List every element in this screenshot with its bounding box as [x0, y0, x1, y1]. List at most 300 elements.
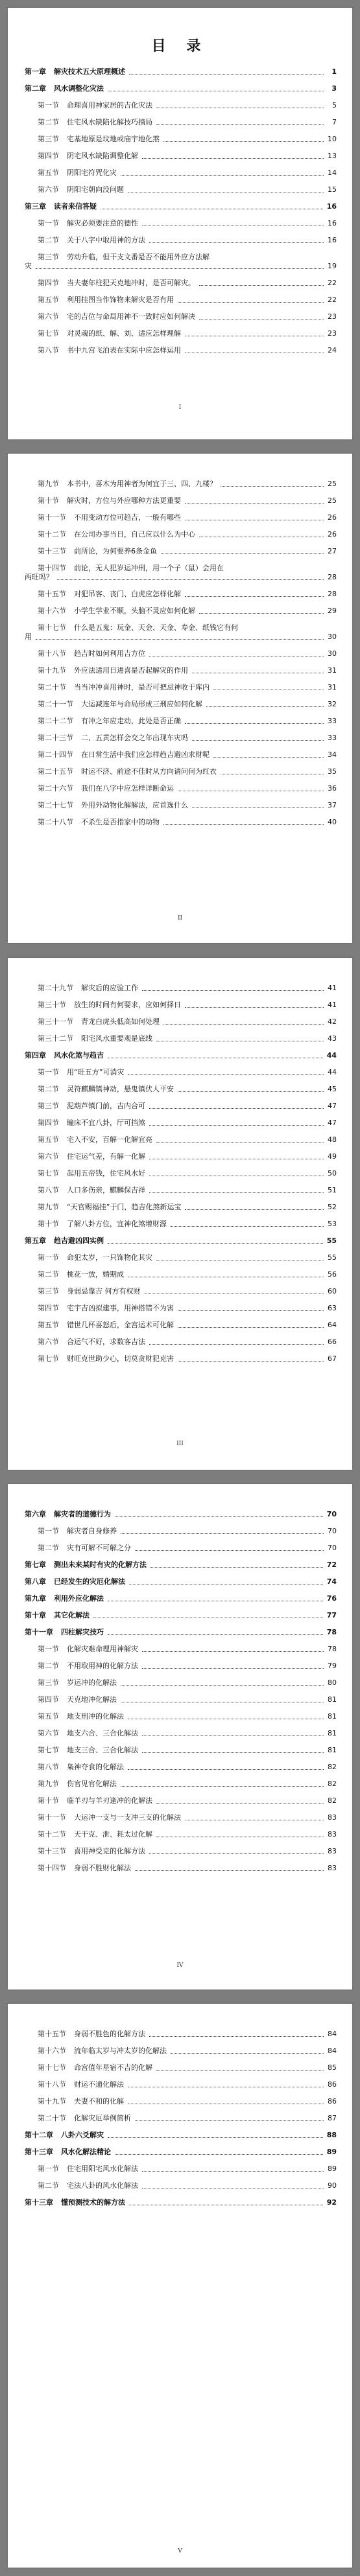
entry-title: 起用五帝钱，住宅风水好 — [67, 1169, 145, 1178]
entry-number: 第二节 — [38, 1544, 59, 1552]
entry-title: 有冲之年应走动，此处是否正确 — [81, 717, 181, 725]
entry-page-number: 84 — [328, 2047, 337, 2055]
entry-title: 大运冲一支与一支冲三支的化解法 — [74, 1813, 181, 1822]
toc-chapter-entry[interactable] — [25, 1620, 337, 1637]
toc-section-entry[interactable] — [25, 1111, 337, 1128]
entry-title: 合运气不好，求数客吉法 — [67, 1338, 145, 1346]
entry-page-number: 78 — [328, 1645, 337, 1653]
entry-title: 人口多伤亲，麒麟保吉祥 — [67, 1186, 145, 1194]
toc-section-entry[interactable] — [25, 743, 337, 760]
toc-section-entry[interactable] — [25, 2157, 337, 2174]
entry-title: 外用外动物化解解法，应首选什么 — [81, 801, 188, 809]
toc-section-entry[interactable] — [25, 1296, 337, 1313]
entry-title: 伤官见官化解法 — [67, 1780, 117, 1788]
toc-chapter-entry[interactable] — [25, 1502, 337, 1519]
entry-number: 第二十六节 — [38, 784, 73, 793]
entry-page-number: 16 — [326, 202, 337, 211]
toc-section-entry[interactable] — [25, 1805, 337, 1822]
toc-section-entry[interactable] — [25, 658, 337, 675]
entry-number: 第八节 — [38, 1186, 59, 1194]
entry-page-number: 78 — [326, 1628, 337, 1636]
dot-leader — [178, 1091, 324, 1092]
entry-page-number: 25 — [328, 480, 337, 488]
toc-section-entry[interactable] — [25, 211, 337, 228]
toc-section-entry[interactable] — [25, 1144, 337, 1161]
entry-number: 第六节 — [38, 1338, 59, 1346]
dot-leader — [192, 807, 324, 808]
toc-chapter-entry[interactable] — [25, 1570, 337, 1586]
entry-page-number: 90 — [328, 2181, 337, 2190]
entry-number: 第二十四节 — [38, 750, 73, 759]
toc-entry-list — [25, 472, 337, 827]
entry-title: 宅的吉位与命局用神不一致时应如何解决 — [67, 312, 195, 321]
entry-number: 第十九节 — [38, 666, 66, 675]
toc-section-entry[interactable] — [25, 793, 337, 810]
entry-page-number: 37 — [328, 801, 337, 809]
toc-section-entry[interactable] — [25, 1212, 337, 1229]
dot-leader — [163, 141, 324, 142]
entry-number: 第一章 — [25, 67, 46, 76]
entry-number: 第三节 — [38, 1102, 59, 1110]
dot-leader — [149, 2036, 324, 2037]
toc-section-entry[interactable] — [25, 1755, 337, 1772]
entry-title: 不杀生是否指家中的动物 — [81, 818, 160, 826]
entry-title: 天干克、泄、耗太过化解 — [74, 1830, 152, 1839]
entry-number: 第十节 — [38, 1220, 59, 1228]
entry-title-continued: 两旺吗？ — [25, 573, 53, 581]
toc-section-entry[interactable] — [25, 2039, 337, 2056]
entry-number: 第三节 — [38, 1287, 59, 1295]
entry-number: 第一节 — [38, 219, 59, 227]
entry-number: 第八节 — [38, 346, 59, 354]
dot-leader — [199, 285, 324, 286]
toc-section-entry[interactable] — [25, 2022, 337, 2039]
entry-page-number: 16 — [328, 236, 337, 244]
toc-section-entry[interactable] — [25, 1128, 337, 1144]
dot-leader — [178, 1310, 324, 1311]
dot-leader — [149, 242, 324, 243]
entry-title: 阴阳宅朝向没问题 — [67, 185, 124, 194]
entry-page-number: 85 — [328, 2063, 337, 2072]
entry-number: 第五节 — [38, 296, 59, 304]
toc-section-entry[interactable] — [25, 1688, 337, 1704]
toc-section-entry[interactable] — [25, 642, 337, 658]
toc-section-entry[interactable] — [25, 1704, 337, 1721]
toc-section-entry[interactable] — [25, 127, 337, 144]
toc-section-entry[interactable] — [25, 675, 337, 692]
toc-section-entry[interactable] — [25, 616, 337, 642]
entry-page-number: 89 — [326, 2148, 337, 2156]
toc-section-entry[interactable] — [25, 1789, 337, 1805]
dot-leader — [171, 1226, 324, 1227]
toc-section-entry[interactable] — [25, 2056, 337, 2072]
toc-section-entry[interactable] — [25, 582, 337, 599]
toc-section-entry[interactable] — [25, 539, 337, 556]
toc-section-entry[interactable] — [25, 522, 337, 539]
entry-page-number: 47 — [328, 1102, 337, 1110]
entry-page-number: 22 — [328, 296, 337, 304]
entry-number: 第二十三节 — [38, 734, 73, 742]
page-number: III — [176, 1441, 184, 1447]
entry-title: 趋吉避凶四实例 — [54, 1236, 104, 1245]
page-number: V — [178, 2548, 182, 2555]
entry-title: 桃花一放，婚期成 — [67, 1270, 124, 1279]
toc-page — [8, 2004, 352, 2568]
dot-leader — [156, 1142, 324, 1143]
toc-chapter-entry[interactable] — [25, 1603, 337, 1620]
toc-section-entry[interactable] — [25, 1671, 337, 1688]
toc-chapter-entry[interactable] — [25, 2190, 337, 2207]
entry-title: 八卦六爻解灾 — [61, 2131, 104, 2139]
entry-number: 第十六节 — [38, 607, 66, 615]
entry-number: 第十一章 — [25, 1628, 53, 1636]
entry-title: 青龙白虎头低高如何处理 — [81, 1017, 160, 1026]
toc-chapter-entry[interactable] — [25, 1229, 337, 1246]
entry-number: 第六节 — [38, 312, 59, 321]
entry-page-number: 83 — [328, 1864, 337, 1872]
entry-title: 什么是五鬼：玩金、天金、天金、寿金、纸钱它有何 — [74, 623, 238, 632]
toc-section-entry[interactable] — [25, 1347, 337, 1363]
page-number: I — [178, 404, 182, 411]
entry-title: 了解八卦方位，宜神化煞增财源 — [67, 1220, 167, 1228]
entry-title: 泥葫芦镇门前，吉内合可 — [67, 1102, 145, 1110]
entry-number: 第五节 — [38, 1321, 59, 1329]
dot-leader — [108, 1243, 323, 1244]
entry-title: 喜用神受克的化解方法 — [74, 1847, 145, 1855]
dot-leader — [178, 302, 324, 303]
entry-title: 瞳床不宜八卦，厅可挡煞 — [67, 1119, 145, 1127]
entry-page-number: 42 — [328, 1017, 337, 1026]
toc-section-entry[interactable] — [25, 1519, 337, 1536]
toc-section-entry[interactable] — [25, 976, 337, 993]
entry-page-number: 86 — [328, 2080, 337, 2089]
entry-title: 财旺克世助少心，切莫贪财犯克害 — [67, 1354, 174, 1363]
entry-number: 第二十二节 — [38, 717, 73, 725]
dot-leader — [206, 706, 324, 707]
toc-section-entry[interactable] — [25, 1856, 337, 1873]
entry-number: 第八节 — [38, 1763, 59, 1771]
toc-chapter-entry[interactable] — [25, 76, 337, 93]
toc-entry-list — [25, 60, 337, 355]
entry-page-number: 81 — [328, 1695, 337, 1704]
toc-section-entry[interactable] — [25, 599, 337, 616]
entry-title: 时运不济、前途不佳时从方向请问何为红衣 — [81, 767, 217, 776]
entry-page-number: 30 — [328, 649, 337, 658]
entry-title: 化解灾难命理用神解灾 — [67, 1645, 138, 1653]
dot-leader — [115, 1516, 323, 1517]
toc-section-entry[interactable] — [25, 228, 337, 245]
entry-title: 解灾者自身修养 — [67, 1527, 117, 1535]
entry-title: 不用变动方位可趋吉，一般有哪些 — [74, 513, 181, 522]
dot-leader — [163, 824, 324, 825]
dot-leader — [150, 1567, 323, 1568]
entry-number: 第七章 — [25, 1561, 46, 1569]
entry-page-number: 26 — [328, 513, 337, 522]
toc-section-entry[interactable] — [25, 2106, 337, 2123]
toc-chapter-entry[interactable] — [25, 2123, 337, 2140]
entry-number: 第十一节 — [38, 1813, 66, 1822]
toc-entry-list — [25, 976, 337, 1363]
entry-page-number: 48 — [328, 1135, 337, 1144]
entry-page-number: 86 — [328, 2097, 337, 2106]
toc-section-entry[interactable] — [25, 1313, 337, 1330]
toc-section-entry[interactable] — [25, 726, 337, 743]
entry-title: 命理喜用神家居的吉化灾法 — [67, 101, 152, 110]
entry-page-number: 77 — [326, 1611, 337, 1619]
entry-number: 第六节 — [38, 1729, 59, 1737]
entry-title: 在公司办事当日，自己应以什么为中心 — [74, 530, 195, 539]
entry-number: 第二十节 — [38, 2114, 66, 2122]
toc-section-entry[interactable] — [25, 161, 337, 178]
entry-title: 错世几杯喜怒后，金宫运术可化解 — [67, 1321, 174, 1329]
toc-section-entry[interactable] — [25, 1010, 337, 1027]
dot-leader — [108, 1634, 323, 1635]
toc-section-entry[interactable] — [25, 321, 337, 338]
entry-page-number: 83 — [328, 1830, 337, 1839]
entry-page-number: 52 — [328, 1203, 337, 1211]
entry-page-number: 3 — [331, 84, 337, 93]
entry-number: 第八章 — [25, 1577, 46, 1586]
toc-section-entry[interactable] — [25, 271, 337, 288]
entry-page-number: 53 — [328, 1220, 337, 1228]
entry-title: 已经发生的灾厄化解法 — [54, 1577, 125, 1586]
toc-page — [8, 1484, 352, 1990]
toc-section-entry[interactable] — [25, 1060, 337, 1077]
entry-number: 第十七节 — [38, 623, 66, 632]
toc-chapter-entry[interactable] — [25, 1043, 337, 1060]
entry-number: 第十一节 — [38, 513, 66, 522]
entry-page-number: 31 — [328, 683, 337, 691]
dot-leader — [142, 1668, 324, 1669]
toc-section-entry[interactable] — [25, 1839, 337, 1856]
entry-title: 灵符麒麟镇神动，悬鬼镇伏人平安 — [67, 1085, 174, 1093]
entry-title: 大运减连年与命局形成三刑应如何化解 — [81, 700, 202, 708]
entry-page-number: 72 — [326, 1561, 337, 1569]
toc-section-entry[interactable] — [25, 1178, 337, 1195]
toc-section-entry[interactable] — [25, 1094, 337, 1111]
toc-section-entry[interactable] — [25, 245, 337, 271]
entry-title: 临羊刃与羊刃逢冲的化解法 — [67, 1796, 152, 1805]
toc-section-entry[interactable] — [25, 472, 337, 489]
toc-section-entry[interactable] — [25, 93, 337, 110]
toc-section-entry[interactable] — [25, 1738, 337, 1755]
dot-leader — [149, 1344, 324, 1345]
entry-page-number: 60 — [328, 1287, 337, 1295]
toc-section-entry[interactable] — [25, 110, 337, 127]
dot-leader — [142, 1651, 324, 1652]
entry-number: 第二十五节 — [38, 767, 73, 776]
entry-number: 第三章 — [25, 202, 46, 211]
toc-chapter-entry[interactable] — [25, 2140, 337, 2157]
dot-leader — [57, 579, 324, 580]
toc-section-entry[interactable] — [25, 178, 337, 194]
entry-page-number: 31 — [328, 666, 337, 675]
entry-title: 书中九宫飞泊表在实际中应怎样运用 — [67, 346, 181, 354]
entry-page-number: 49 — [328, 1152, 337, 1161]
entry-number: 第十六节 — [38, 2047, 66, 2055]
dot-leader — [178, 1327, 324, 1328]
toc-section-entry[interactable] — [25, 1027, 337, 1043]
entry-number: 第二十九节 — [38, 984, 73, 992]
toc-section-entry[interactable] — [25, 1161, 337, 1178]
toc-section-entry[interactable] — [25, 144, 337, 161]
toc-section-entry[interactable] — [25, 1246, 337, 1262]
toc-section-entry[interactable] — [25, 1262, 337, 1279]
entry-title: 解灾后的应验工作 — [81, 984, 138, 992]
toc-section-entry[interactable] — [25, 993, 337, 1010]
dot-leader — [185, 503, 324, 504]
entry-page-number: 82 — [328, 1796, 337, 1805]
entry-title: 地支三合、三合化解法 — [67, 1746, 138, 1754]
entry-title: 读者来信答疑 — [54, 202, 97, 211]
toc-section-entry[interactable] — [25, 489, 337, 505]
entry-number: 第五节 — [38, 168, 59, 177]
entry-title: 枭神夺食的化解法 — [67, 1763, 124, 1771]
toc-section-entry[interactable] — [25, 505, 337, 522]
entry-number: 第一节 — [38, 1527, 59, 1535]
entry-page-number: 33 — [328, 717, 337, 725]
entry-number: 第五节 — [38, 1135, 59, 1144]
toc-section-entry[interactable] — [25, 1330, 337, 1347]
entry-page-number: 80 — [328, 1678, 337, 1687]
entry-title: 财运不通化解法 — [74, 2080, 124, 2089]
toc-chapter-entry[interactable] — [25, 1586, 337, 1603]
entry-number: 第七节 — [38, 329, 59, 338]
entry-page-number: 35 — [328, 767, 337, 776]
toc-section-entry[interactable] — [25, 338, 337, 355]
dot-leader — [161, 553, 324, 554]
dot-leader — [142, 2171, 324, 2172]
dot-leader — [115, 2154, 323, 2155]
toc-chapter-entry[interactable] — [25, 194, 337, 211]
entry-title: 夫妻不和的化解 — [74, 2097, 124, 2106]
toc-section-entry[interactable] — [25, 1654, 337, 1671]
entry-page-number: 67 — [328, 1354, 337, 1363]
entry-number: 第一节 — [38, 1645, 59, 1653]
entry-number: 第四章 — [25, 1051, 46, 1060]
entry-number: 第六节 — [38, 1152, 59, 1161]
entry-number: 第十三节 — [38, 547, 66, 555]
entry-page-number: 28 — [328, 590, 337, 598]
toc-chapter-entry[interactable] — [25, 60, 337, 76]
entry-page-number: 19 — [328, 262, 337, 270]
toc-chapter-entry[interactable] — [25, 1553, 337, 1570]
entry-number: 第十八节 — [38, 649, 66, 658]
entry-title: 测出未来某时有灾的化解方法 — [54, 1561, 147, 1569]
dot-leader — [142, 1735, 324, 1736]
entry-number: 第三十节 — [38, 1001, 66, 1009]
entry-page-number: 7 — [332, 118, 337, 126]
entry-number: 第十四节 — [38, 1864, 66, 1872]
entry-number: 第十节 — [38, 496, 59, 505]
dot-leader — [108, 2137, 323, 2138]
toc-section-entry[interactable] — [25, 1279, 337, 1296]
entry-page-number: 64 — [328, 1321, 337, 1329]
toc-title: 目 录 — [151, 38, 209, 54]
toc-section-entry[interactable] — [25, 1195, 337, 1212]
entry-number: 第三节 — [38, 135, 59, 143]
entry-title: 关于八字中取用神的方法 — [67, 236, 145, 244]
entry-title: 阴阳宅符咒化灾 — [67, 168, 117, 177]
toc-section-entry[interactable] — [25, 1822, 337, 1839]
toc-section-entry[interactable] — [25, 1536, 337, 1553]
entry-number: 第三节 — [38, 253, 59, 261]
entry-title: 阳宅风水重要观是底线 — [81, 1034, 152, 1043]
toc-section-entry[interactable] — [25, 1772, 337, 1789]
toc-section-entry[interactable] — [25, 288, 337, 305]
entry-page-number: 43 — [328, 1034, 337, 1043]
toc-section-entry[interactable] — [25, 2089, 337, 2106]
dot-leader — [135, 2120, 324, 2121]
entry-number: 第四节 — [38, 1119, 59, 1127]
entry-title-continued: 灾 — [25, 262, 32, 270]
entry-title: 风水化解法精论 — [61, 2148, 111, 2156]
entry-title: 前论，无人犯岁运冲刑，用一个子（鼠）会用在 — [74, 564, 224, 572]
entry-title: 宅入不安，百解一化解宜亮 — [67, 1135, 152, 1144]
entry-number: 第二节 — [38, 118, 59, 126]
dot-leader — [178, 1361, 324, 1362]
toc-section-entry[interactable] — [25, 776, 337, 793]
entry-number: 第六章 — [25, 1510, 46, 1518]
entry-page-number: 14 — [328, 168, 337, 177]
entry-title: 命犯太岁，一只饰物化其灾 — [67, 1253, 152, 1262]
entry-page-number: 32 — [328, 700, 337, 708]
entry-page-number: 28 — [328, 573, 337, 581]
entry-title: 命宫值年星宿不吉的化解 — [74, 2063, 152, 2072]
toc-section-entry[interactable] — [25, 1077, 337, 1094]
entry-title: 利用挂图当作饰物来解灾是否有用 — [67, 296, 174, 304]
entry-page-number: 66 — [328, 1338, 337, 1346]
entry-page-number: 25 — [328, 496, 337, 505]
dot-leader — [36, 268, 324, 269]
toc-section-entry[interactable] — [25, 2174, 337, 2190]
toc-section-entry[interactable] — [25, 709, 337, 726]
entry-number: 第四节 — [38, 1695, 59, 1704]
toc-section-entry[interactable] — [25, 1637, 337, 1654]
entry-number: 第十三节 — [38, 1847, 66, 1855]
toc-section-entry[interactable] — [25, 556, 337, 582]
entry-page-number: 1 — [331, 67, 337, 76]
dot-leader — [128, 1074, 324, 1075]
entry-number: 第七节 — [38, 1169, 59, 1178]
toc-section-entry[interactable] — [25, 760, 337, 776]
toc-section-entry[interactable] — [25, 692, 337, 709]
toc-section-entry[interactable] — [25, 2072, 337, 2089]
entry-title: 风水化煞与趋吉 — [54, 1051, 104, 1060]
entry-page-number: 56 — [328, 1270, 337, 1279]
entry-page-number: 36 — [328, 784, 337, 793]
toc-section-entry[interactable] — [25, 810, 337, 827]
entry-page-number: 5 — [332, 101, 337, 110]
entry-title: 解灾必须要注意的德性 — [67, 219, 138, 227]
entry-number: 第十章 — [25, 1611, 46, 1619]
dot-leader — [142, 1752, 324, 1753]
entry-page-number: 23 — [328, 312, 337, 321]
entry-page-number: 41 — [328, 1001, 337, 1009]
entry-page-number: 81 — [328, 1746, 337, 1754]
entry-page-number: 55 — [326, 1236, 337, 1245]
entry-title: 解灾技术五大原理概述 — [54, 67, 125, 76]
entry-number: 第九节 — [38, 1203, 59, 1211]
entry-page-number: 70 — [328, 1527, 337, 1535]
toc-section-entry[interactable] — [25, 1721, 337, 1738]
entry-page-number: 70 — [328, 1544, 337, 1552]
entry-page-number: 23 — [328, 329, 337, 338]
entry-title: 灾有可解不可解之分 — [67, 1544, 131, 1552]
toc-section-entry[interactable] — [25, 305, 337, 321]
entry-number: 第十七节 — [38, 2063, 66, 2072]
entry-page-number: 83 — [328, 1847, 337, 1855]
